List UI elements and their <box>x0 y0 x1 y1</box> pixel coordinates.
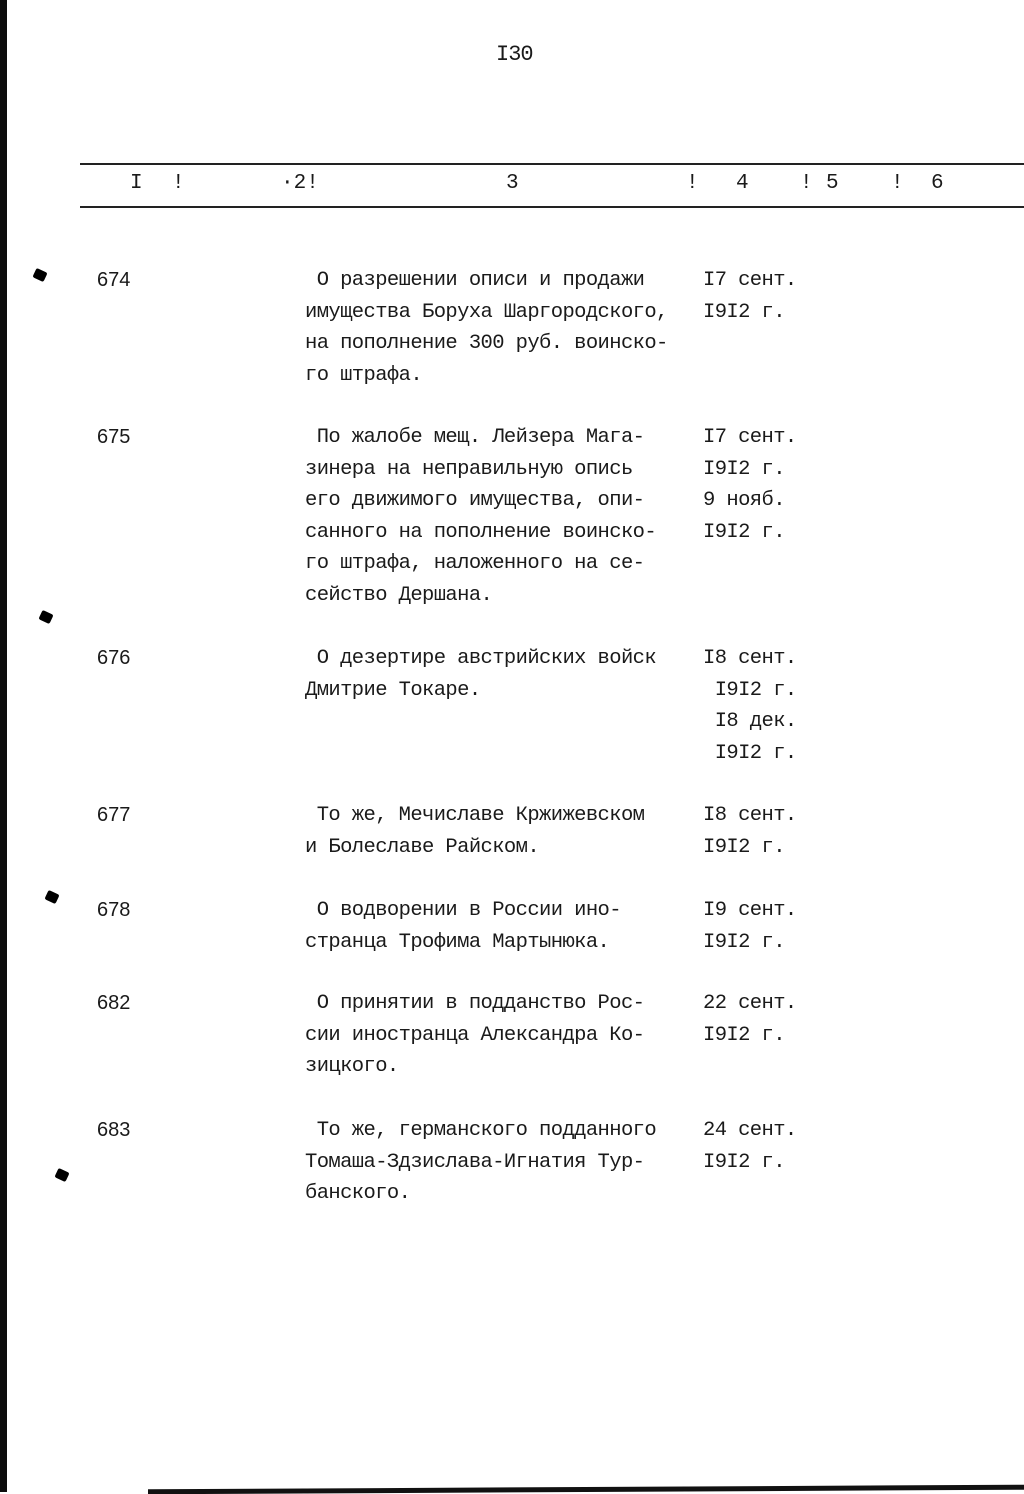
date-line: 24 сент. <box>703 1119 797 1142</box>
entry-number: 678 <box>97 899 131 921</box>
description-line: банского. <box>305 1182 411 1205</box>
description-line: Томаша-Здзислава-Игнатия Тур- <box>305 1150 645 1174</box>
entry-description <box>305 988 700 1083</box>
entry-number: 675 <box>97 426 131 448</box>
entry-dates <box>703 422 797 548</box>
column-header: ·2! <box>281 172 319 195</box>
entry-number: 674 <box>97 269 131 291</box>
column-header: ! <box>686 172 699 195</box>
date-line: I8 сент. <box>703 804 797 827</box>
scan-bottom-edge <box>148 1485 1024 1494</box>
entry-dates <box>703 1115 797 1178</box>
date-line: I9I2 г. <box>703 930 785 954</box>
description-line: О водворении в России ино- <box>305 899 621 922</box>
date-line: I7 сент. <box>703 426 797 449</box>
date-line: I9I2 г. <box>703 1150 785 1174</box>
column-header: 5 <box>826 172 839 195</box>
date-line: I9I2 г. <box>703 457 785 481</box>
description-line: на пополнение 300 руб. воинско- <box>305 332 668 355</box>
description-line: сейство Дершана. <box>305 583 493 607</box>
description-line: То же, германского подданного <box>305 1119 657 1142</box>
description-line: го штрафа. <box>305 363 423 387</box>
entry-dates <box>703 265 797 328</box>
entry-dates <box>703 800 797 863</box>
entry-description <box>305 800 700 863</box>
date-line: I8 сент. <box>703 647 797 670</box>
column-header: ! <box>800 172 813 195</box>
date-line: I9I2 г. <box>703 520 785 544</box>
description-line: зинера на неправильную опись <box>305 457 633 481</box>
table-header-top-rule <box>80 163 1024 165</box>
entry-dates <box>703 988 797 1051</box>
entry-description <box>305 265 700 391</box>
date-line: I9I2 г. <box>703 835 785 859</box>
description-line: О дезертире австрийских войск <box>305 647 657 670</box>
description-line: Дмитрие Токаре. <box>305 678 481 702</box>
description-line: По жалобе мещ. Лейзера Мага- <box>305 426 645 449</box>
entry-number: 683 <box>97 1119 131 1141</box>
page-number: I30 <box>496 42 533 67</box>
description-line: и Болеславе Райском. <box>305 835 540 859</box>
table-header <box>0 172 1024 200</box>
table-header-bottom-rule <box>80 206 1024 208</box>
date-line: I9I2 г. <box>703 678 797 702</box>
date-line: 22 сент. <box>703 992 797 1015</box>
entry-number: 676 <box>97 647 131 669</box>
entry-description <box>305 895 700 958</box>
date-line: I9I2 г. <box>703 741 797 765</box>
margin-mark-674-icon <box>32 268 47 282</box>
margin-mark-675-icon <box>38 610 53 624</box>
description-line: зицкого. <box>305 1055 399 1078</box>
entry-number: 677 <box>97 804 131 826</box>
description-line: го штрафа, наложенного на се- <box>305 552 645 575</box>
column-header: ! <box>891 172 904 195</box>
entry-dates <box>703 895 797 958</box>
description-line: О принятии в подданство Рос- <box>305 992 645 1015</box>
date-line: I8 дек. <box>703 710 797 733</box>
description-line: странца Трофима Мартынюка. <box>305 930 610 954</box>
column-header: I <box>130 172 143 195</box>
margin-mark-678-icon <box>44 890 59 904</box>
date-line: I9I2 г. <box>703 300 785 324</box>
entry-description <box>305 643 700 706</box>
description-line: сии иностранца Александра Ко- <box>305 1023 645 1047</box>
description-line: О разрешении описи и продажи <box>305 269 645 292</box>
date-line: I9 сент. <box>703 899 797 922</box>
margin-mark-683-icon <box>54 1168 69 1182</box>
column-header: 6 <box>931 172 944 195</box>
scan-left-edge <box>0 0 7 1492</box>
description-line: То же, Мечиславе Кржижевском <box>305 804 645 827</box>
date-line: 9 нояб. <box>703 489 785 512</box>
description-line: его движимого имущества, опи- <box>305 489 645 512</box>
date-line: I7 сент. <box>703 269 797 292</box>
entry-dates <box>703 643 797 769</box>
column-header: ! <box>172 172 185 195</box>
entry-description <box>305 1115 700 1210</box>
column-header: 3 <box>506 172 519 195</box>
column-header: 4 <box>736 172 749 195</box>
date-line: I9I2 г. <box>703 1023 785 1047</box>
description-line: имущества Боруха Шаргородского, <box>305 300 668 324</box>
entry-number: 682 <box>97 992 131 1014</box>
entry-description <box>305 422 700 611</box>
description-line: санного на пополнение воинско- <box>305 520 657 544</box>
